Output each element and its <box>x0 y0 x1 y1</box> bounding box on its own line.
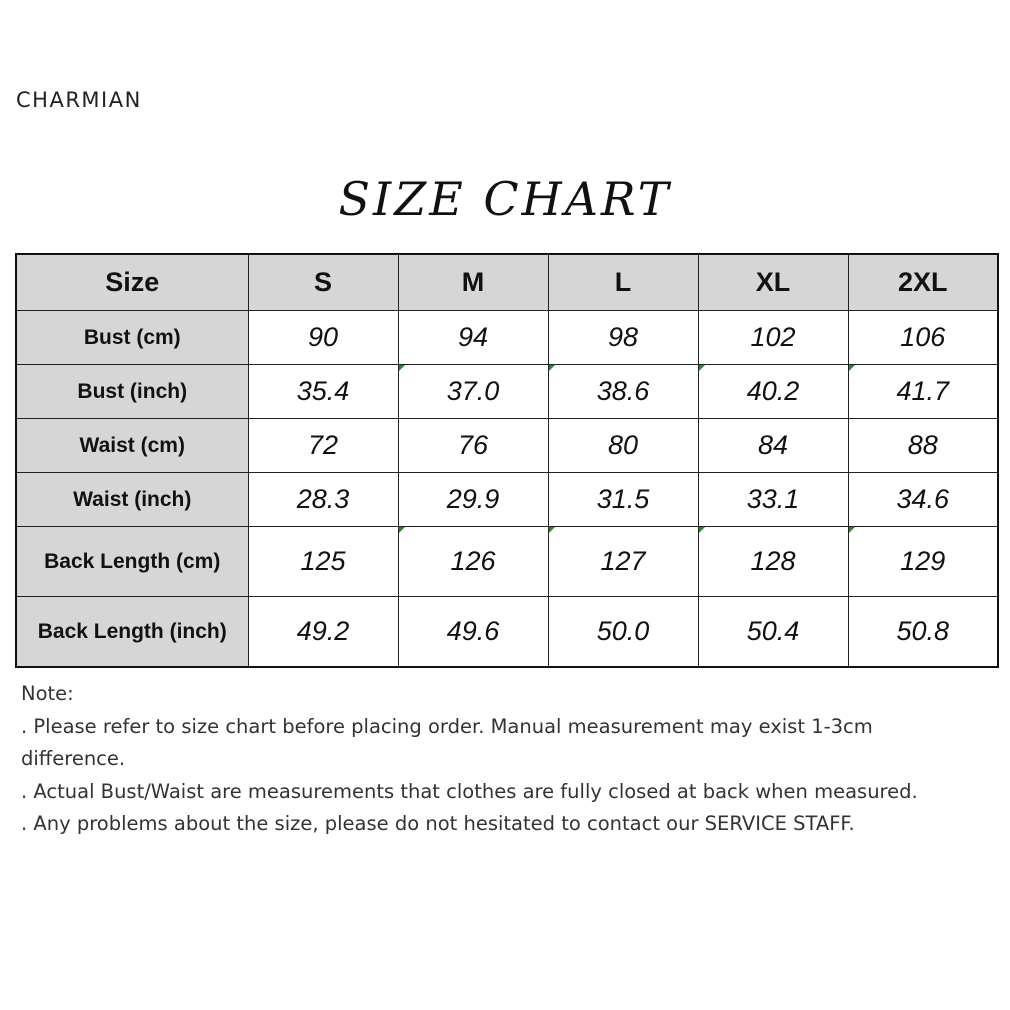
table-cell: 76 <box>398 419 548 473</box>
cell-value: 35.4 <box>296 376 350 406</box>
row-label: Bust (inch) <box>16 365 248 419</box>
table-cell: 102 <box>698 311 848 365</box>
cell-value: 127 <box>600 546 646 576</box>
comment-marker-icon <box>699 527 705 533</box>
table-cell: 49.6 <box>398 597 548 668</box>
size-chart-table <box>15 253 999 668</box>
notes-section <box>21 678 996 841</box>
cell-value: 126 <box>450 546 496 576</box>
table-cell: 50.0 <box>548 597 698 668</box>
table-cell: 80 <box>548 419 698 473</box>
table-cell <box>698 365 848 419</box>
table-cell <box>548 527 698 597</box>
cell-value: 40.2 <box>746 376 800 406</box>
page-title: SIZE CHART <box>338 172 672 226</box>
note-line: difference. <box>21 747 126 770</box>
comment-marker-icon <box>549 365 555 371</box>
table-cell: 90 <box>248 311 398 365</box>
cell-value: 37.0 <box>446 376 500 406</box>
row-label: Bust (cm) <box>16 311 248 365</box>
cell-value: 128 <box>750 546 796 576</box>
comment-marker-icon <box>399 527 405 533</box>
table-cell <box>398 527 548 597</box>
table-row <box>16 311 998 365</box>
cell-value: 38.6 <box>596 376 650 406</box>
table-cell: 98 <box>548 311 698 365</box>
notes-heading: Note: <box>21 682 74 705</box>
header-cell-s: S <box>248 254 398 311</box>
table-cell: 28.3 <box>248 473 398 527</box>
comment-marker-icon <box>849 527 855 533</box>
table-cell: 106 <box>848 311 998 365</box>
table-cell: 84 <box>698 419 848 473</box>
table-cell: 33.1 <box>698 473 848 527</box>
header-cell-m: M <box>398 254 548 311</box>
row-label: Waist (cm) <box>16 419 248 473</box>
table-cell <box>548 365 698 419</box>
table-cell <box>848 527 998 597</box>
brand-logo: CHARMIAN <box>16 88 142 112</box>
table-cell: 94 <box>398 311 548 365</box>
table-cell <box>248 365 398 419</box>
table-cell: 49.2 <box>248 597 398 668</box>
table-cell: 50.4 <box>698 597 848 668</box>
table-row <box>16 597 998 668</box>
cell-value: 129 <box>900 546 946 576</box>
header-cell-size: Size <box>16 254 248 311</box>
comment-marker-icon <box>699 365 705 371</box>
comment-marker-icon <box>399 365 405 371</box>
note-line: . Actual Bust/Waist are measurements that clothes are fully closed at back when measured. <box>21 779 918 803</box>
table-cell: 72 <box>248 419 398 473</box>
table-row <box>16 527 998 597</box>
table-row <box>16 473 998 527</box>
note-line: . Any problems about the size, please do not hesitated to contact our SERVICE STAFF. <box>21 812 855 835</box>
table-cell: 50.8 <box>848 597 998 668</box>
header-cell-l: L <box>548 254 698 311</box>
header-cell-xl: XL <box>698 254 848 311</box>
header-cell-2xl: 2XL <box>848 254 998 311</box>
table-row <box>16 419 998 473</box>
row-label: Back Length (cm) <box>16 527 248 597</box>
table-cell <box>698 527 848 597</box>
table-cell: 31.5 <box>548 473 698 527</box>
comment-marker-icon <box>549 527 555 533</box>
table-cell <box>848 365 998 419</box>
comment-marker-icon <box>849 365 855 371</box>
cell-value: 41.7 <box>896 376 950 406</box>
row-label: Back Length (inch) <box>16 597 248 668</box>
table-cell <box>398 365 548 419</box>
table-header-row <box>16 254 998 311</box>
table-row <box>16 365 998 419</box>
table-cell <box>248 527 398 597</box>
table-cell: 34.6 <box>848 473 998 527</box>
row-label: Waist (inch) <box>16 473 248 527</box>
note-line: . Please refer to size chart before placing order. Manual measurement may exist 1-3cm <box>21 714 873 738</box>
table-cell: 88 <box>848 419 998 473</box>
cell-value: 125 <box>300 546 346 576</box>
table-cell: 29.9 <box>398 473 548 527</box>
